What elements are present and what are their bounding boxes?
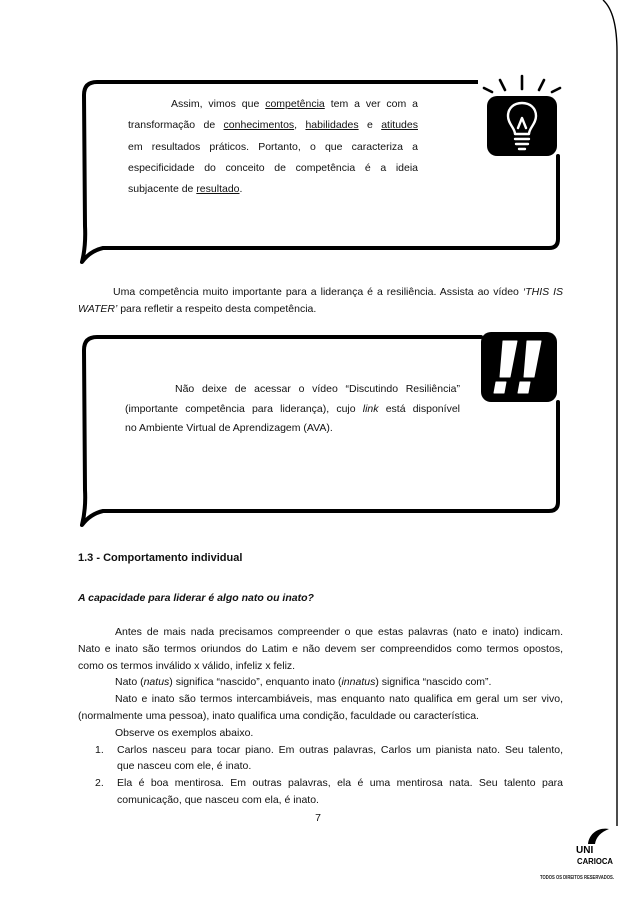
text-segment: Uma competência muito importante para a liderança é a resiliência. Assista ao vídeo bbox=[113, 286, 523, 298]
paragraph-line bbox=[78, 641, 563, 658]
text-segment: Nato ( bbox=[115, 676, 144, 689]
paragraph-line bbox=[78, 725, 563, 742]
list-number: 1. bbox=[95, 743, 104, 756]
text-segment: está disponível bbox=[378, 402, 460, 415]
example-item bbox=[78, 775, 563, 809]
text-segment: para refletir a respeito desta competência. bbox=[117, 303, 317, 315]
example-line bbox=[117, 742, 563, 759]
paragraph-line bbox=[78, 674, 563, 691]
italic-term: innatus bbox=[341, 676, 376, 689]
underlined-term: habilidades bbox=[305, 119, 359, 132]
logo-uni-text: UNI bbox=[576, 845, 594, 856]
text-segment: (importante competência para liderança), cujo bbox=[125, 402, 363, 415]
section-heading: 1.3 - Comportamento individual bbox=[78, 552, 243, 564]
example-item bbox=[78, 742, 563, 776]
video-title: WATER’ bbox=[78, 303, 118, 315]
underlined-term: competência bbox=[265, 98, 325, 110]
text-segment: (normalmente uma pessoa), inato qualifica uma condição, faculdade ou característica. bbox=[78, 709, 479, 722]
list-number: 2. bbox=[95, 777, 104, 790]
text-segment: Assim, vimos que bbox=[171, 98, 266, 110]
italic-term: natus bbox=[143, 676, 170, 689]
double-exclamation-icon bbox=[481, 332, 557, 402]
paragraph-line bbox=[78, 708, 563, 725]
logo-carioca-text: CARIOCA bbox=[577, 857, 614, 866]
logo-swoosh-mark bbox=[588, 829, 609, 844]
logo-rights-text: TODOS OS DIREITOS RESERVADOS. bbox=[540, 875, 615, 881]
text-segment: Ela é boa mentirosa. Em outras palavras, ela é uma mentirosa nata. Seu talento para bbox=[117, 777, 563, 790]
text-segment: Antes de mais nada precisamos compreender o que estas palavras (nato e inato) indicam. bbox=[115, 626, 563, 638]
text-segment: Carlos nasceu para tocar piano. Em outras palavras, Carlos um pianista nato. Seu talento, bbox=[117, 743, 563, 756]
lightbulb-icon bbox=[478, 72, 564, 156]
text-segment: ) significa “nascido com”. bbox=[375, 676, 492, 689]
paragraph-line bbox=[78, 658, 563, 675]
underlined-term: conhecimentos bbox=[223, 119, 295, 132]
underlined-term: atitudes bbox=[381, 119, 418, 132]
text-segment: . bbox=[239, 183, 243, 195]
text-segment: e bbox=[358, 119, 382, 132]
text-segment: tem a ver com a bbox=[324, 98, 418, 110]
tip-text-line bbox=[128, 115, 418, 136]
text-segment: no Ambiente Virtual de Aprendizagem (AVA). bbox=[125, 422, 333, 434]
text-segment: Não deixe de acessar o vídeo “Discutindo Resiliência” bbox=[175, 383, 460, 395]
text-segment: que nasceu com ele, é inato. bbox=[117, 760, 252, 773]
paragraph-line bbox=[78, 284, 563, 301]
tip-box-text bbox=[128, 94, 418, 200]
text-segment: transformação de bbox=[128, 119, 224, 132]
paragraph-line bbox=[78, 691, 563, 708]
text-segment: Observe os exemplos abaixo. bbox=[115, 726, 254, 739]
example-line bbox=[117, 775, 563, 792]
page-border-curve bbox=[603, 0, 617, 826]
video-title: ‘THIS IS bbox=[522, 286, 563, 298]
alert-box-text bbox=[125, 380, 460, 439]
tip-text-line bbox=[128, 137, 418, 158]
tip-text-line bbox=[128, 158, 418, 179]
text-segment: especificidade do conceito de competência é a ideia bbox=[128, 161, 418, 174]
text-segment: comunicação, que nasceu com ela, é inato. bbox=[117, 793, 319, 806]
example-line bbox=[117, 758, 563, 775]
alert-text-line bbox=[125, 419, 460, 439]
tip-text-line bbox=[128, 179, 418, 200]
text-segment: , bbox=[294, 119, 306, 132]
intro-paragraph bbox=[78, 284, 563, 318]
section-question: A capacidade para liderar é algo nato ou inato? bbox=[78, 592, 314, 604]
text-segment: Nato e inato são termos oriundos do Latim e não devem ser compreendidos como termos opostos, bbox=[78, 642, 563, 655]
text-segment: como os termos inválido x válido, infeliz x feliz. bbox=[78, 659, 296, 672]
tip-text-line bbox=[128, 94, 418, 115]
paragraph-line bbox=[78, 624, 563, 641]
example-line bbox=[117, 792, 563, 809]
text-segment: ) significa “nascido”, enquanto inato ( bbox=[169, 676, 342, 689]
page-number: 7 bbox=[315, 812, 321, 824]
alert-text-line bbox=[125, 380, 460, 400]
underlined-term: resultado bbox=[196, 183, 240, 195]
unicarioca-logo bbox=[540, 829, 615, 881]
text-segment: em resultados práticos. Portanto, o que caracteriza a bbox=[128, 140, 418, 153]
alert-text-line bbox=[125, 400, 460, 420]
paragraph-line bbox=[78, 301, 563, 318]
lightbulb-badge bbox=[487, 96, 557, 156]
text-segment: subjacente de bbox=[128, 183, 197, 195]
text-segment: Nato e inato são termos intercambiáveis, mas enquanto nato qualifica em geral um ser vivo, bbox=[115, 693, 563, 706]
italic-term: link bbox=[362, 402, 379, 415]
section-body bbox=[78, 624, 563, 809]
